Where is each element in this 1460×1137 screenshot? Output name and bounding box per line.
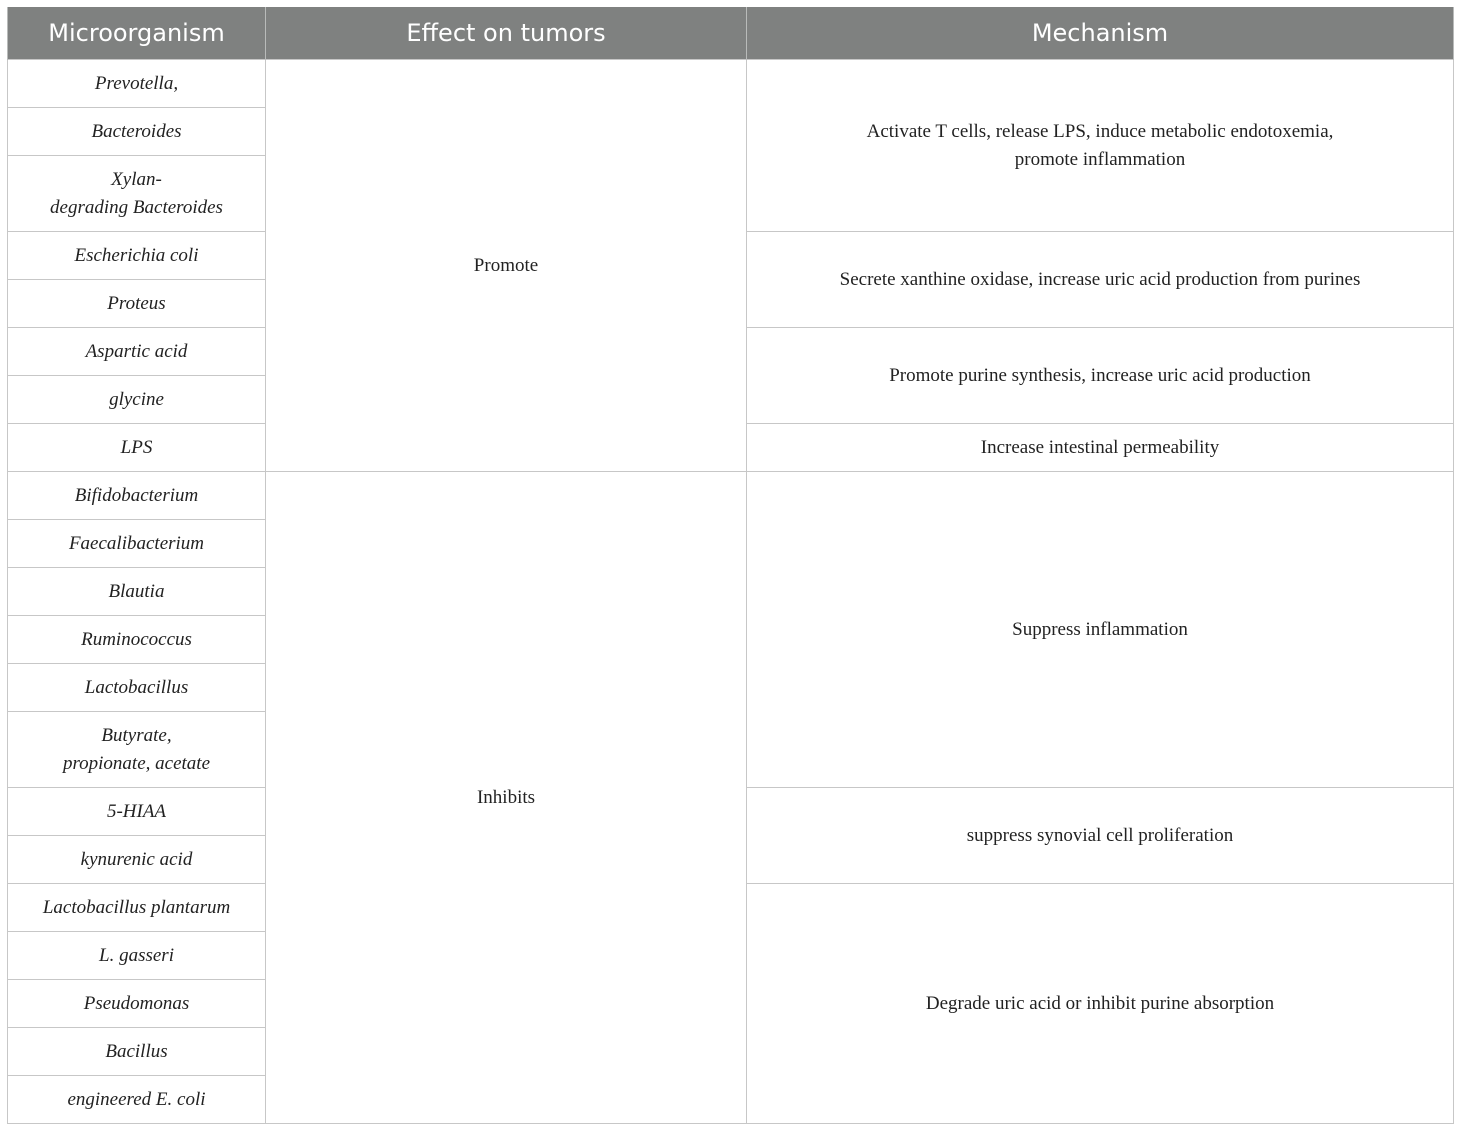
organism-cell: Aspartic acid: [8, 328, 266, 376]
mechanism-cell: Degrade uric acid or inhibit purine absorption: [747, 884, 1454, 1124]
organism-cell: Butyrate, propionate, acetate: [8, 712, 266, 788]
header-mechanism: Mechanism: [747, 7, 1454, 60]
organism-cell: kynurenic acid: [8, 836, 266, 884]
organism-cell: engineered E. coli: [8, 1076, 266, 1124]
table-row: [8, 472, 1454, 520]
mechanism-cell: Secrete xanthine oxidase, increase uric acid production from purines: [747, 232, 1454, 328]
organism-cell: Blautia: [8, 568, 266, 616]
header-microorganism: Microorganism: [8, 7, 266, 60]
organism-cell: 5-HIAA: [8, 788, 266, 836]
organism-cell: Bifidobacterium: [8, 472, 266, 520]
header-effect: Effect on tumors: [266, 7, 747, 60]
organism-cell: Prevotella,: [8, 60, 266, 108]
effect-cell-inhibits: Inhibits: [266, 472, 747, 1124]
organism-cell: Ruminococcus: [8, 616, 266, 664]
organism-cell: Lactobacillus: [8, 664, 266, 712]
organism-cell: Faecalibacterium: [8, 520, 266, 568]
organism-cell: L. gasseri: [8, 932, 266, 980]
mechanism-cell: suppress synovial cell proliferation: [747, 788, 1454, 884]
mechanism-cell: Promote purine synthesis, increase uric acid production: [747, 328, 1454, 424]
organism-cell: Bacillus: [8, 1028, 266, 1076]
organism-cell: Escherichia coli: [8, 232, 266, 280]
mechanism-cell: Activate T cells, release LPS, induce metabolic endotoxemia, promote inflammation: [747, 60, 1454, 232]
table-row: [8, 60, 1454, 108]
effect-cell-promote: Promote: [266, 60, 747, 472]
mechanism-cell: Suppress inflammation: [747, 472, 1454, 788]
organism-cell: Lactobacillus plantarum: [8, 884, 266, 932]
organism-cell: Pseudomonas: [8, 980, 266, 1028]
organism-cell: Bacteroides: [8, 108, 266, 156]
header-row: [8, 7, 1454, 60]
microbe-effect-table: [7, 7, 1454, 1124]
organism-cell: LPS: [8, 424, 266, 472]
organism-cell: glycine: [8, 376, 266, 424]
organism-cell: Proteus: [8, 280, 266, 328]
mechanism-cell: Increase intestinal permeability: [747, 424, 1454, 472]
organism-cell: Xylan- degrading Bacteroides: [8, 156, 266, 232]
